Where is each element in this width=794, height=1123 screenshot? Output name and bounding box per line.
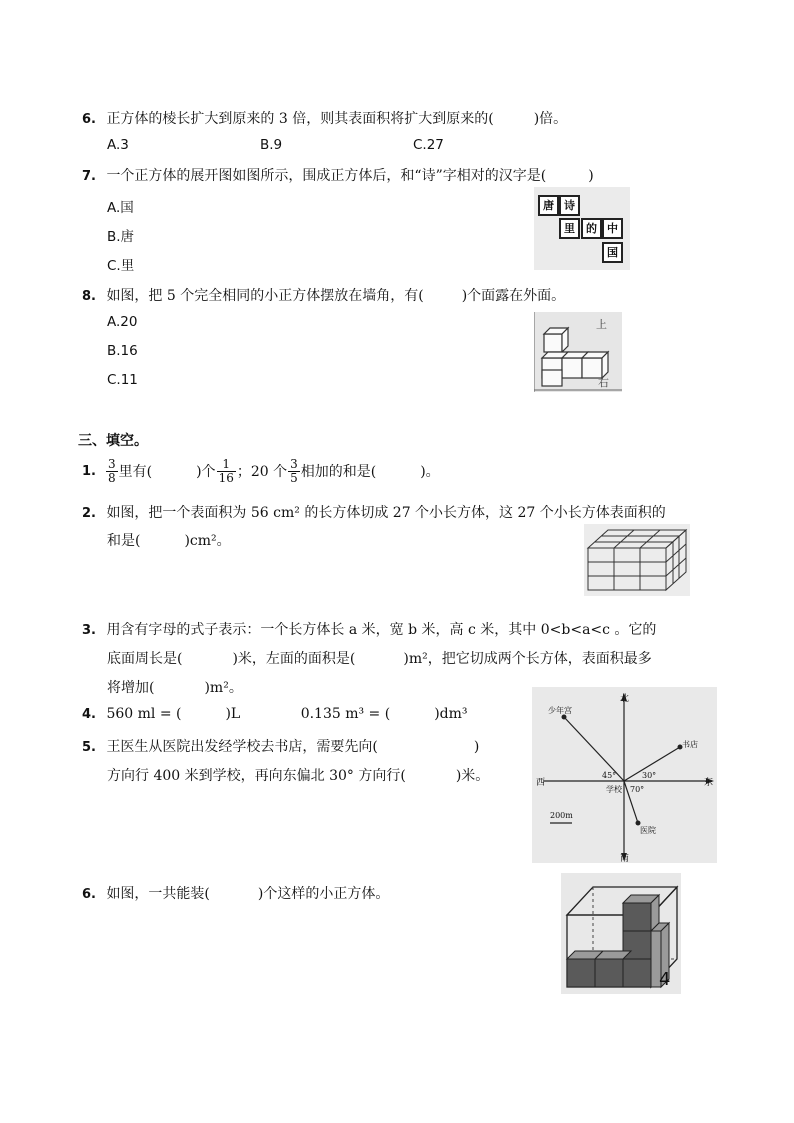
denominator: 8 — [107, 470, 116, 485]
net-cell: 里 — [559, 218, 580, 239]
net-cell: 诗 — [559, 195, 580, 216]
fraction-one-sixteenth — [217, 458, 236, 485]
question-text-close: )个面露在外面。 — [461, 288, 566, 304]
question-text: )m²，把它切成两个长方体，表面积最多 — [403, 651, 652, 667]
option-a[interactable]: A.国 — [107, 200, 134, 216]
box-cubes-figure — [561, 873, 681, 994]
question-text: 方向行 400 米到学校，再向东偏北 30° 方向行( — [107, 768, 406, 784]
question-text: )dm³ — [434, 706, 468, 722]
question-text: ) — [473, 739, 480, 755]
question-text: 相加的和是( — [300, 464, 377, 480]
option-b[interactable]: B.16 — [107, 343, 138, 359]
question-text: 将增加( — [107, 680, 155, 696]
section-title: 三、填空。 — [78, 433, 148, 449]
question-text: )米，左面的面积是( — [232, 651, 356, 667]
question-number: 2. — [82, 506, 96, 521]
question-text-close: )倍。 — [533, 111, 568, 127]
question-text: 如图，把 5 个完全相同的小正方体摆放在墙角，有( — [106, 288, 424, 304]
question-number: 4. — [82, 707, 96, 722]
fill-question-4 — [82, 706, 468, 722]
question-text: 如图，一共能装( — [106, 886, 210, 902]
net-cell: 中 — [602, 218, 623, 239]
question-text: )。 — [420, 464, 440, 480]
option-a[interactable]: A.20 — [107, 314, 138, 330]
map-label-palace: 少年宫 — [548, 706, 572, 715]
map-label-bookstore: 书店 — [682, 740, 698, 749]
question-8 — [82, 285, 565, 305]
question-text: )个 — [196, 464, 216, 480]
cuboid-figure — [584, 524, 690, 596]
corner-cubes-figure — [534, 312, 622, 392]
figure-label-top: 上 — [596, 318, 607, 331]
option-c[interactable]: C.27 — [413, 137, 444, 153]
option-c[interactable]: C.里 — [107, 258, 135, 274]
cube-net-figure — [534, 187, 630, 270]
map-label-south: 南 — [620, 854, 630, 864]
numerator: 3 — [290, 456, 298, 471]
fraction-three-eighths — [106, 458, 118, 485]
map-angle-70: 70° — [630, 785, 645, 794]
question-7 — [82, 165, 594, 185]
option-b[interactable]: B.9 — [260, 137, 283, 153]
map-label-school: 学校 — [606, 785, 622, 794]
question-text: 和是( — [107, 533, 141, 549]
fill-question-1 — [82, 454, 440, 488]
fill-question-3 — [82, 619, 656, 639]
question-text: )L — [225, 706, 241, 722]
fill-question-5-line-2 — [107, 765, 489, 785]
map-scale: 200m — [550, 811, 573, 820]
question-text: 王医生从医院出发经学校去书店，需要先向( — [106, 739, 378, 755]
question-text: 0.135 m³ = ( — [300, 706, 391, 722]
net-cell: 的 — [581, 218, 602, 239]
fill-question-2 — [82, 502, 666, 522]
denominator: 5 — [290, 470, 298, 485]
question-number: 7. — [82, 169, 96, 184]
denominator: 16 — [218, 470, 234, 485]
question-text: 560 ml = ( — [106, 706, 182, 722]
fill-question-6 — [82, 883, 389, 903]
fill-question-5 — [82, 736, 479, 756]
cuboid-drawing — [584, 524, 690, 596]
question-number: 3. — [82, 623, 96, 638]
map-angle-30: 30° — [642, 771, 657, 780]
question-text: 正方体的棱长扩大到原来的 3 倍，则其表面积将扩大到原来的( — [106, 111, 494, 127]
numerator: 3 — [107, 456, 116, 471]
net-cell: 国 — [602, 242, 623, 263]
question-text: 里有( — [118, 464, 153, 480]
question-number: 1. — [82, 463, 96, 479]
figure-label: 4 — [659, 969, 671, 990]
numerator: 1 — [217, 458, 236, 472]
question-number: 8. — [82, 289, 96, 304]
map-label-east: 东 — [704, 778, 714, 788]
question-text: )m²。 — [204, 680, 243, 696]
map-label-north: 北 — [620, 694, 630, 704]
option-c[interactable]: C.11 — [107, 372, 138, 388]
fill-question-3-line-3 — [107, 677, 243, 697]
question-text: 用含有字母的式子表示：一个长方体长 a 米，宽 b 米，高 c 米，其中 0<b<a<c 。它的 — [106, 622, 657, 638]
question-text: 一个正方体的展开图如图所示，围成正方体后，和“诗”字相对的汉字是( — [106, 168, 547, 184]
map-angle-45: 45° — [602, 771, 617, 780]
direction-map-figure — [532, 687, 717, 863]
question-number: 6. — [82, 887, 96, 902]
question-text: )米。 — [455, 768, 490, 784]
fill-question-3-line-2 — [107, 648, 652, 668]
figure-label-right: 右 — [598, 376, 609, 389]
question-6 — [82, 108, 567, 128]
question-text-close: ) — [588, 168, 594, 184]
question-text: 底面周长是( — [107, 651, 183, 667]
net-cell: 唐 — [538, 195, 559, 216]
option-a[interactable]: A.3 — [107, 137, 129, 153]
question-text: )个这样的小正方体。 — [257, 886, 390, 902]
question-text: )cm²。 — [184, 533, 231, 549]
map-label-hospital: 医院 — [640, 826, 656, 835]
question-text: 如图，把一个表面积为 56 cm² 的长方体切成 27 个小长方体，这 27 个小长方体表面积的 — [106, 505, 666, 521]
option-b[interactable]: B.唐 — [107, 229, 135, 245]
fill-question-2-line-2 — [107, 530, 231, 550]
fraction-three-fifths — [288, 458, 300, 485]
question-text: ；20 个 — [236, 464, 288, 480]
question-number: 6. — [82, 112, 96, 127]
question-number: 5. — [82, 740, 96, 755]
map-label-west: 西 — [536, 778, 546, 788]
